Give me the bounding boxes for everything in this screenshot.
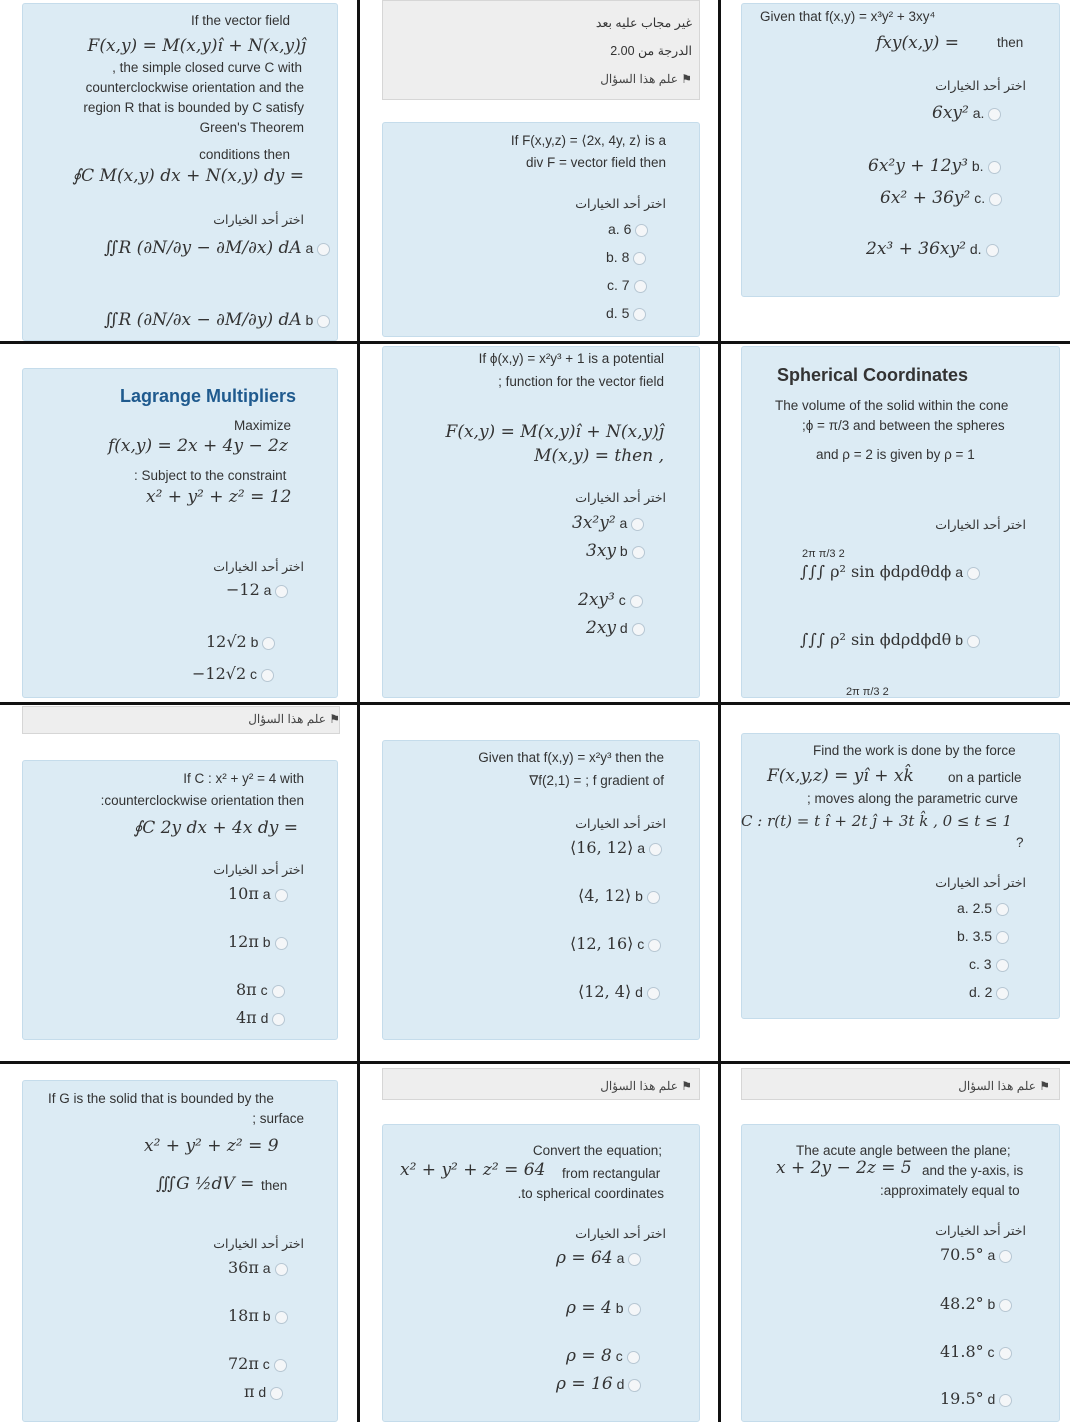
grid-divider — [0, 1061, 1070, 1064]
flag-question-link[interactable]: علم هذا السؤال ⚑ — [248, 712, 340, 726]
question-text: ∇f(2,1) = ; f gradient of — [529, 773, 664, 788]
option-b[interactable]: 12π b — [228, 932, 288, 951]
option-a[interactable]: a. 6 — [608, 221, 648, 237]
radio-icon[interactable] — [648, 939, 661, 952]
question-text: then — [997, 35, 1024, 50]
radio-icon[interactable] — [988, 108, 1001, 121]
question-text: counterclockwise orientation and the — [85, 80, 304, 95]
radio-icon[interactable] — [261, 669, 274, 682]
radio-icon[interactable] — [967, 635, 980, 648]
option-a[interactable]: ρ = 64 a — [556, 1248, 641, 1268]
question-text: div F = vector field then — [526, 155, 666, 170]
choose-label: اختر أحد الخيارات — [213, 863, 304, 877]
question-text: region R that is bounded by C satisfy — [83, 100, 304, 115]
radio-icon[interactable] — [628, 1379, 641, 1392]
option-a[interactable]: 3x²y² a — [572, 513, 644, 533]
question-text: ; surface — [252, 1111, 304, 1126]
option-c[interactable]: −12√2 c — [192, 664, 274, 683]
radio-icon[interactable] — [317, 315, 330, 328]
radio-icon[interactable] — [631, 518, 644, 531]
radio-icon[interactable] — [275, 937, 288, 950]
question-text: Green's Theorem — [199, 120, 304, 135]
option-c[interactable]: c. 7 — [607, 277, 647, 293]
option-b[interactable]: 3xy b — [586, 541, 645, 561]
question-text: The acute angle between the plane; — [796, 1143, 1011, 1158]
option-b[interactable]: ⟨4, 12⟩ b — [578, 886, 660, 905]
flag-icon: ⚑ — [681, 1079, 692, 1093]
radio-icon[interactable] — [634, 280, 647, 293]
radio-icon[interactable] — [275, 1311, 288, 1324]
radio-icon[interactable] — [272, 1013, 285, 1026]
radio-icon[interactable] — [999, 1299, 1012, 1312]
question-text: ? — [1016, 835, 1024, 850]
integral-limits: 2π π/3 2 — [846, 686, 889, 698]
constraint: x² + y² + z² = 12 — [146, 487, 292, 507]
choose-label: اختر أحد الخيارات — [213, 1237, 304, 1251]
integral-limits: 2π π/3 2 — [802, 548, 845, 560]
question-text: Find the work is done by the force — [813, 743, 1016, 758]
choose-label: اختر أحد الخيارات — [575, 491, 666, 505]
question-text: and ρ = 2 is given by ρ = 1 — [816, 447, 975, 462]
option-c[interactable]: ρ = 8 c — [566, 1346, 640, 1366]
question-text: If the vector field — [190, 13, 290, 28]
choose-label: اختر أحد الخيارات — [935, 518, 1026, 532]
radio-icon[interactable] — [633, 308, 646, 321]
option-d[interactable]: π d — [244, 1382, 283, 1401]
radio-icon[interactable] — [996, 903, 1009, 916]
option-a[interactable]: ∫∫∫ ρ² sin ϕdρdθdϕ a — [800, 562, 980, 581]
radio-icon[interactable] — [628, 1253, 641, 1266]
question-text: : Subject to the constraint — [134, 468, 287, 483]
choose-label: اختر أحد الخيارات — [935, 79, 1026, 93]
option-b[interactable]: 48.2° b — [940, 1294, 1012, 1313]
option-b[interactable]: b. 3.5 — [957, 928, 1009, 944]
option-d[interactable]: 4π d — [236, 1008, 285, 1027]
option-b[interactable]: ∫∫∫ ρ² sin ϕdρdϕdθ b — [800, 630, 980, 649]
radio-icon[interactable] — [996, 931, 1009, 944]
grid-divider — [718, 0, 721, 1422]
option-d[interactable]: d. 2 — [969, 984, 1009, 1000]
radio-icon[interactable] — [647, 891, 660, 904]
option-b[interactable]: 6x²y + 12y³ b. — [868, 156, 1001, 176]
option-c[interactable]: 2xy³ c — [578, 590, 643, 610]
radio-icon[interactable] — [996, 987, 1009, 1000]
choose-label: اختر أحد الخيارات — [213, 213, 304, 227]
radio-icon[interactable] — [967, 567, 980, 580]
radio-icon[interactable] — [628, 1303, 641, 1316]
choose-label: اختر أحد الخيارات — [575, 817, 666, 831]
flag-question-link[interactable]: علم هذا السؤال ⚑ — [600, 1079, 692, 1093]
rectangular-equation: x² + y² + z² = 64 — [400, 1160, 546, 1180]
option-b[interactable]: 18π b — [228, 1306, 288, 1325]
question-text: .to spherical coordinates — [517, 1186, 664, 1201]
option-a[interactable]: −12 a — [226, 580, 288, 599]
radio-icon[interactable] — [996, 959, 1009, 972]
option-c[interactable]: 8π c — [236, 980, 285, 999]
option-d[interactable]: 19.5° d — [940, 1389, 1012, 1408]
flag-question-link[interactable]: علم هذا السؤال ⚑ — [958, 1079, 1050, 1093]
radio-icon[interactable] — [272, 985, 285, 998]
option-a[interactable]: ⟨16, 12⟩ a — [570, 838, 662, 857]
question-text: Given that f(x,y) = x²y³ then the — [478, 750, 664, 765]
marks-text: الدرجة من 2.00 — [610, 44, 692, 58]
question-text: :approximately equal to — [880, 1183, 1020, 1198]
choose-label: اختر أحد الخيارات — [935, 876, 1026, 890]
question-card — [382, 346, 700, 698]
radio-icon[interactable] — [317, 243, 330, 256]
radio-icon[interactable] — [999, 1394, 1012, 1407]
option-d[interactable]: ⟨12, 4⟩ d — [578, 982, 660, 1001]
question-text: ;ϕ = π/3 and between the spheres — [802, 418, 1005, 433]
flag-icon: ⚑ — [329, 712, 340, 726]
status-text: غير مجاب عليه بعد — [595, 16, 692, 30]
question-text: If C : x² + y² = 4 with — [183, 771, 304, 786]
radio-icon[interactable] — [989, 193, 1002, 206]
radio-icon[interactable] — [999, 1347, 1012, 1360]
radio-icon[interactable] — [262, 637, 275, 650]
option-a[interactable]: 36π a — [228, 1258, 288, 1277]
radio-icon[interactable] — [647, 987, 660, 1000]
question-text: on a particle — [948, 770, 1022, 785]
choose-label: اختر أحد الخيارات — [213, 560, 304, 574]
option-a[interactable]: a. 2.5 — [957, 900, 1009, 916]
radio-icon[interactable] — [999, 1250, 1012, 1263]
radio-icon[interactable] — [630, 595, 643, 608]
triple-integral: ∭G ½dV = — [156, 1174, 255, 1194]
question-text: If ϕ(x,y) = x²y³ + 1 is a potential — [478, 351, 664, 366]
option-a[interactable]: 10π a — [228, 884, 288, 903]
radio-icon[interactable] — [274, 1359, 287, 1372]
question-text: ; moves along the parametric curve — [807, 791, 1018, 806]
section-title: Spherical Coordinates — [777, 365, 969, 385]
option-c[interactable]: 72π c — [228, 1354, 287, 1373]
question-text: Maximize — [234, 418, 292, 433]
option-c[interactable]: c. 3 — [969, 956, 1009, 972]
line-integral: ∮C 2y dx + 4x dy = — [133, 818, 298, 838]
section-title: Lagrange Multipliers — [120, 386, 297, 406]
line-integral: ∮C M(x,y) dx + N(x,y) dy = — [72, 166, 304, 186]
curve-formula: C : r(t) = t î + 2t ĵ + 3t k̂ , 0 ≤ t ≤ 1 — [741, 812, 1012, 830]
question-text: If G is the solid that is bounded by the — [48, 1091, 274, 1106]
question-text: If F(x,y,z) = ⟨2x, 4y, z⟩ is a — [510, 133, 666, 148]
radio-icon[interactable] — [632, 546, 645, 559]
option-a[interactable]: ∬R (∂N/∂y − ∂M/∂x) dA a — [104, 238, 330, 258]
option-d[interactable]: ρ = 16 d — [556, 1374, 641, 1394]
partial-derivative: fxy(x,y) = — [876, 33, 959, 53]
question-text: conditions then — [199, 147, 290, 162]
question-text: , the simple closed curve C with — [112, 60, 302, 75]
radio-icon[interactable] — [275, 1263, 288, 1276]
question-text: :counterclockwise orientation then — [100, 793, 304, 808]
option-b[interactable]: ρ = 4 b — [566, 1298, 641, 1318]
radio-icon[interactable] — [627, 1351, 640, 1364]
option-d[interactable]: 2xy d — [586, 618, 645, 638]
flag-icon: ⚑ — [681, 72, 692, 86]
choose-label: اختر أحد الخيارات — [575, 197, 666, 211]
flag-icon: ⚑ — [1039, 1079, 1050, 1093]
radio-icon[interactable] — [275, 585, 288, 598]
option-b[interactable]: 12√2 b — [206, 632, 275, 651]
option-d[interactable]: d. 5 — [606, 305, 646, 321]
surface-equation: x² + y² + z² = 9 — [144, 1136, 279, 1156]
option-b[interactable]: b. 8 — [606, 249, 646, 265]
choose-label: اختر أحد الخيارات — [935, 1224, 1026, 1238]
option-b[interactable]: ∬R (∂N/∂x − ∂M/∂y) dA b — [104, 310, 330, 330]
radio-icon[interactable] — [270, 1387, 283, 1400]
radio-icon[interactable] — [632, 623, 645, 636]
radio-icon[interactable] — [275, 889, 288, 902]
radio-icon[interactable] — [635, 224, 648, 237]
grid-divider — [0, 702, 1070, 705]
plane-equation: x + 2y − 2z = 5 — [776, 1158, 912, 1178]
flag-question-link[interactable]: علم هذا السؤال ⚑ — [600, 72, 692, 86]
question-text: from rectangular — [562, 1166, 661, 1181]
radio-icon[interactable] — [986, 244, 999, 257]
option-d[interactable]: 2x³ + 36xy² d. — [866, 239, 999, 259]
grid-divider — [357, 0, 360, 1422]
option-c[interactable]: 41.8° c — [940, 1342, 1012, 1361]
option-a[interactable]: 6xy² a. — [932, 103, 1001, 123]
radio-icon[interactable] — [633, 252, 646, 265]
vector-field-formula: F(x,y) = M(x,y)î + N(x,y)ĵ — [87, 36, 306, 56]
choose-label: اختر أحد الخيارات — [575, 1227, 666, 1241]
question-text: then — [261, 1178, 288, 1193]
option-c[interactable]: 6x² + 36y² c. — [880, 188, 1002, 208]
question-text: The volume of the solid within the cone — [775, 398, 1009, 413]
grid-divider — [0, 341, 1070, 344]
option-a[interactable]: 70.5° a — [940, 1245, 1012, 1264]
vector-field-formula: F(x,y) = M(x,y)î + N(x,y)ĵ — [445, 422, 664, 442]
question-text: Convert the equation; — [532, 1143, 662, 1158]
question-text: and the y-axis, is — [922, 1163, 1024, 1178]
objective-function: f(x,y) = 2x + 4y − 2z — [108, 436, 288, 456]
force-formula: F(x,y,z) = yî + xk̂ — [767, 766, 914, 786]
radio-icon[interactable] — [649, 843, 662, 856]
question-text: ; function for the vector field — [498, 374, 664, 389]
option-c[interactable]: ⟨12, 16⟩ c — [570, 934, 661, 953]
question-text: Given that f(x,y) = x³y² + 3xy⁴ — [760, 9, 936, 24]
question-text: M(x,y) = then , — [534, 446, 664, 466]
radio-icon[interactable] — [988, 161, 1001, 174]
